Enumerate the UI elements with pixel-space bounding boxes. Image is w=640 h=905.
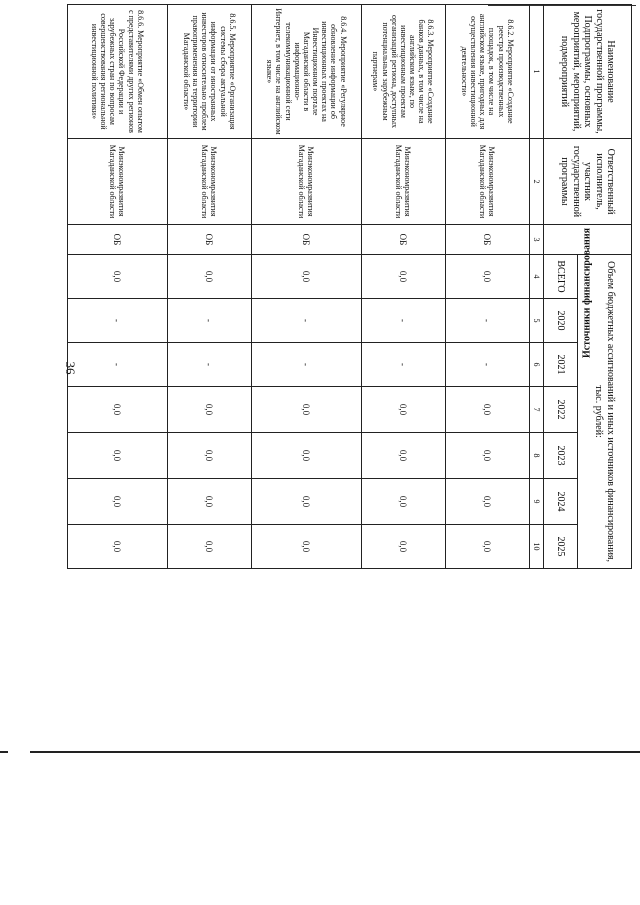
row-value-2022: 0,0 (251, 387, 361, 433)
column-number: 9 (529, 479, 543, 525)
row-value-2022: 0,0 (445, 387, 529, 433)
row-value-2023: 0,0 (67, 433, 167, 479)
column-number: 7 (529, 387, 543, 433)
row-value-2022: 0,0 (67, 387, 167, 433)
row-value-2020: - (167, 299, 251, 343)
column-number: 4 (529, 255, 543, 299)
column-number: 6 (529, 343, 543, 387)
row-source: ОБ (251, 225, 361, 255)
column-number: 5 (529, 299, 543, 343)
row-executor: Минэкономразвития Магаданской области (251, 139, 361, 225)
header-funding: Объем бюджетных ассигнований и иных источников финансирования, тыс. рублей: (578, 255, 632, 569)
header-year-2022: 2022 (544, 387, 578, 433)
row-value-2024: 0,0 (167, 479, 251, 525)
row-executor: Минэкономразвития Магаданской области (361, 139, 445, 225)
row-value-2023: 0,0 (167, 433, 251, 479)
row-value-2024: 0,0 (251, 479, 361, 525)
left-margin-mark (0, 751, 8, 753)
row-value-2025: 0,0 (361, 525, 445, 569)
row-value-2021: - (251, 343, 361, 387)
row-value-2020: - (361, 299, 445, 343)
header-year-2020: 2020 (544, 299, 578, 343)
row-value-total: 0,0 (67, 255, 167, 299)
row-value-2020: - (67, 299, 167, 343)
row-value-total: 0,0 (445, 255, 529, 299)
header-year-2025: 2025 (544, 525, 578, 569)
row-value-2021: - (445, 343, 529, 387)
row-value-2024: 0,0 (361, 479, 445, 525)
table-row (167, 5, 251, 569)
row-executor: Минэкономразвития Магаданской области (67, 139, 167, 225)
column-number: 2 (529, 139, 543, 225)
row-value-2022: 0,0 (361, 387, 445, 433)
row-value-2025: 0,0 (251, 525, 361, 569)
row-value-2023: 0,0 (251, 433, 361, 479)
row-value-2020: - (251, 299, 361, 343)
row-value-2025: 0,0 (445, 525, 529, 569)
row-value-2020: - (445, 299, 529, 343)
row-value-2021: - (361, 343, 445, 387)
row-value-2023: 0,0 (445, 433, 529, 479)
header-source-text: Источники финансирования (581, 228, 593, 358)
row-name: 8.6.4. Мероприятие «Регулярное обновление информации об инвестиционных проектах на Инвестиционном портале Магаданской области в информационно-телекоммуникационной сети Интернет, в том числе на английском языке» (251, 5, 361, 139)
row-source: ОБ (67, 225, 167, 255)
row-value-total: 0,0 (361, 255, 445, 299)
row-executor: Минэкономразвития Магаданской области (167, 139, 251, 225)
row-value-total: 0,0 (167, 255, 251, 299)
header-executor: Ответственный исполнитель, участник государственной программы (544, 139, 632, 225)
table-row (361, 5, 445, 569)
row-source: ОБ (361, 225, 445, 255)
row-value-2025: 0,0 (67, 525, 167, 569)
bottom-rule (30, 751, 640, 753)
row-name: 8.6.5. Мероприятие «Организация системы сбора актуальной информации от иностранных инвесторов относительно проблем правоприменения на территории Магаданской области» (167, 5, 251, 139)
row-value-2023: 0,0 (361, 433, 445, 479)
row-name: 8.6.2. Мероприятие «Создание реестра производственных площадок, в том числе на английском языке, пригодных для осуществления инвестиционной деятельности» (445, 5, 529, 139)
row-value-2025: 0,0 (167, 525, 251, 569)
row-value-2024: 0,0 (445, 479, 529, 525)
column-number: 8 (529, 433, 543, 479)
column-number: 3 (529, 225, 543, 255)
table-row (251, 5, 361, 569)
funding-table (67, 4, 632, 569)
table-row (67, 5, 167, 569)
header-name: Наименование государственной программы, Подпрограммы, основных мероприятий, мероприятий, подмероприятий (544, 5, 632, 139)
row-executor: Минэкономразвития Магаданской области (445, 139, 529, 225)
rotated-table-wrapper (89, 4, 632, 568)
row-value-total: 0,0 (251, 255, 361, 299)
header-year-2023: 2023 (544, 433, 578, 479)
row-name: 8.6.6. Мероприятие «Обмен опытом с представителями других регионов Российской Федерации и зарубежных стран по вопросам совершенствования региональной инвестиционной политики» (67, 5, 167, 139)
row-value-2021: - (67, 343, 167, 387)
column-number: 1 (529, 5, 543, 139)
row-value-2022: 0,0 (167, 387, 251, 433)
row-value-2021: - (167, 343, 251, 387)
page-number: 36 (63, 361, 78, 375)
row-source: ОБ (167, 225, 251, 255)
column-number: 10 (529, 525, 543, 569)
header-year-2024: 2024 (544, 479, 578, 525)
header-year-total: ВСЕГО (544, 255, 578, 299)
row-value-2024: 0,0 (67, 479, 167, 525)
header-year-2021: 2021 (544, 343, 578, 387)
row-name: 8.6.3. Мероприятие «Создание банков данных, в том числе на английском языке, по инвестиционным проектам организаций региона, доступных потенциальным зарубежным партнерам» (361, 5, 445, 139)
row-source: ОБ (445, 225, 529, 255)
table-row (445, 5, 529, 569)
